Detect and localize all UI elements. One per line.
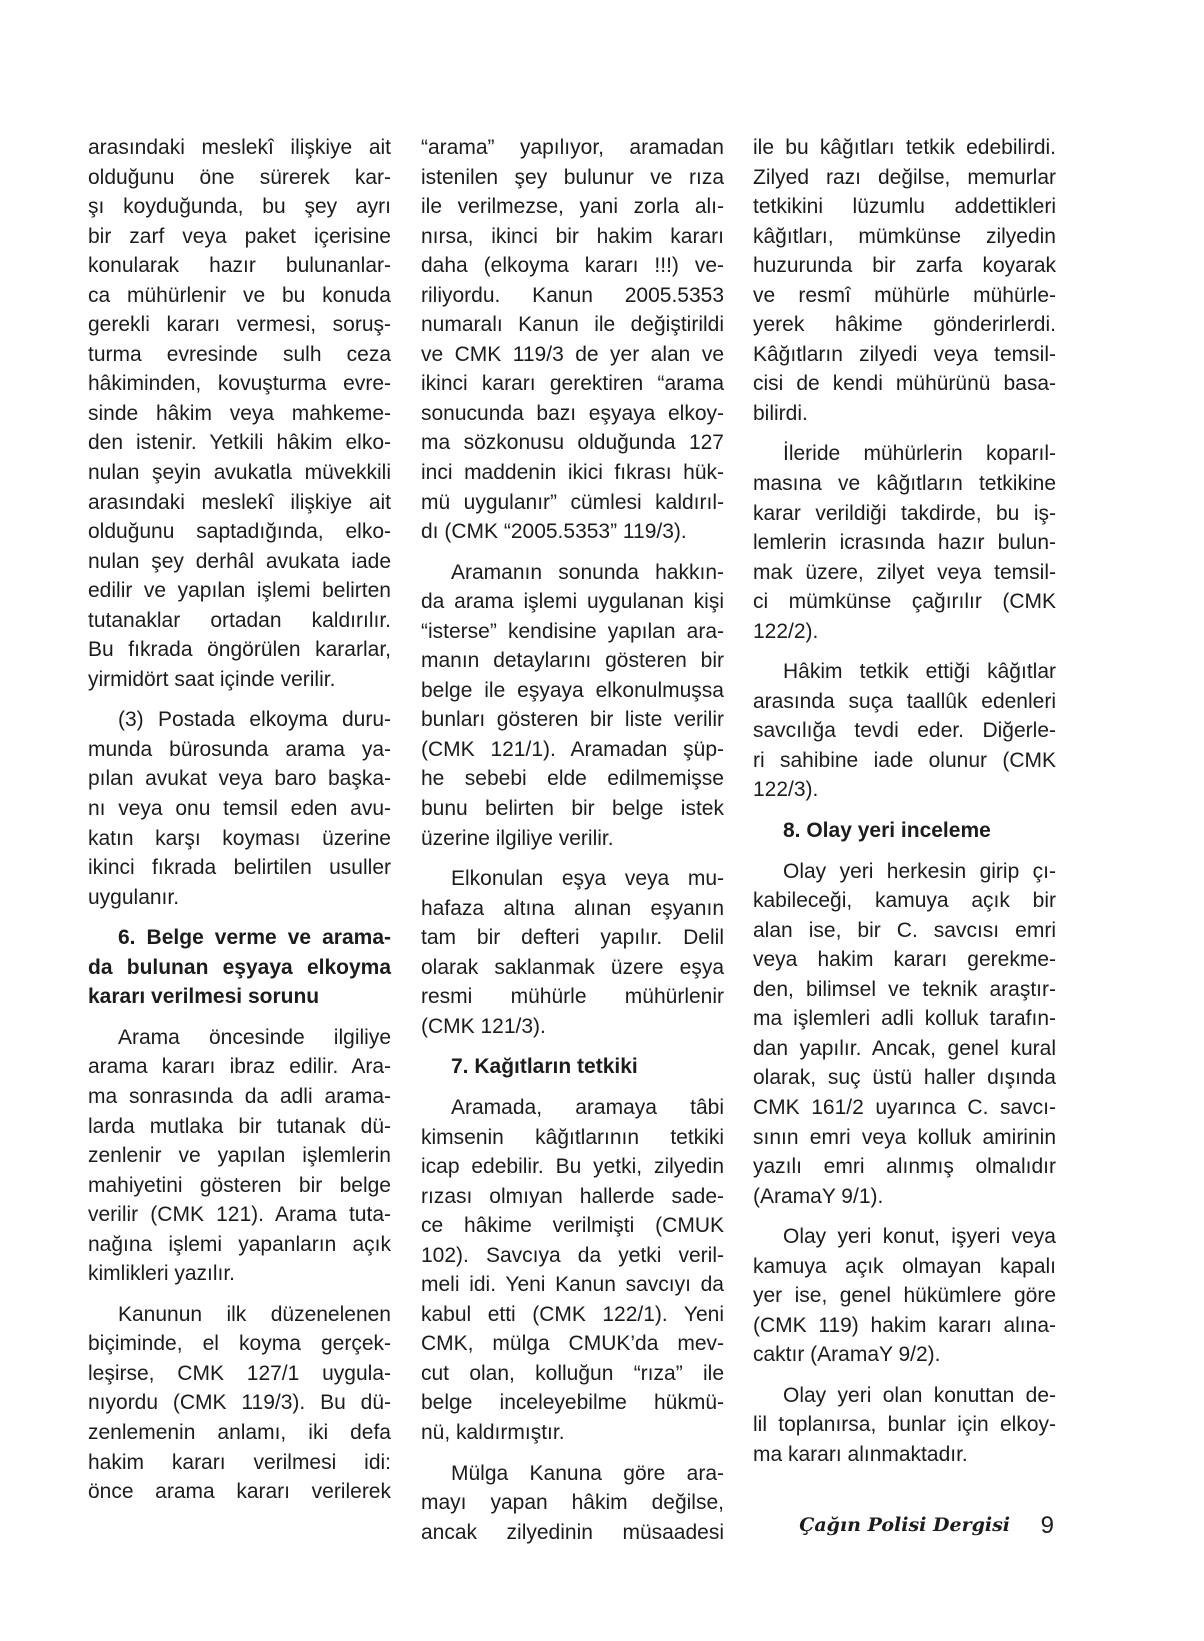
text-line: “isterse” kendisine yapılan ara-	[421, 619, 724, 643]
text-line: “arama” yapılıyor, aramadan	[421, 136, 724, 159]
text-line: biçiminde, el koyma gerçek-	[88, 1332, 391, 1356]
page-footer	[799, 1512, 1060, 1544]
text-line: 102). Savcıya da yetki veril-	[421, 1243, 724, 1267]
text-line: kamuya açık olmayan kapalı	[753, 1254, 1056, 1278]
text-line: icap edebilir. Bu yetki, zilyedin	[421, 1155, 724, 1179]
text-line: zenlenir ve yapılan işlemlerin	[88, 1144, 391, 1168]
text-line: ma işlemleri adli kolluk tarafın-	[753, 1007, 1056, 1031]
paragraph	[753, 133, 1056, 428]
text-line: veya hakim kararı gerekme-	[753, 948, 1056, 972]
text-line: 7. Kağıtların tetkiki	[451, 1055, 638, 1079]
text-line: ce hâkime verilmişti (CMUK	[421, 1214, 724, 1238]
paragraph	[753, 1222, 1056, 1370]
text-line: Kâğıtların zilyedi veya temsil-	[753, 342, 1056, 366]
text-line: arasındaki meslekî ilişkiye ait	[88, 490, 391, 514]
text-line: munda bürosunda arama ya-	[88, 737, 391, 761]
text-line: (CMK 119) hakim kararı alına-	[753, 1313, 1056, 1337]
text-line: İleride mühürlerin koparıl-	[783, 442, 1056, 466]
text-line: nırsa, ikinci bir hakim kararı	[421, 224, 724, 248]
text-line: verilir (CMK 121). Arama tuta-	[88, 1203, 391, 1227]
text-line: 8. Olay yeri inceleme	[783, 819, 991, 843]
text-line: den istenir. Yetkili hâkim elko-	[88, 431, 391, 455]
text-line: masına ve kâğıtların tetkikine	[753, 472, 1056, 496]
text-line: CMK 161/2 uyarınca C. savcı-	[753, 1095, 1056, 1119]
text-line: belge inceleyebilme hükmü-	[421, 1391, 724, 1415]
text-line: Elkonulan eşya veya mu-	[451, 867, 724, 891]
text-line: alan ise, bir C. savcısı emri	[753, 918, 1056, 942]
text-line: ma kararı alınmaktadır.	[753, 1442, 968, 1466]
text-line: uygulanır.	[88, 885, 180, 909]
text-line: (AramaY 9/1).	[753, 1184, 884, 1208]
text-line: ikinci kararı gerektiren “arama	[421, 372, 724, 396]
text-line: Kanunun ilk düzenelenen	[118, 1302, 391, 1326]
text-line: 122/2).	[753, 619, 819, 643]
text-line: tutanaklar ortadan kaldırılır.	[88, 608, 391, 632]
text-line: hâkiminden, kovuşturma evre-	[88, 372, 391, 396]
text-line: Aramanın sonunda hakkın-	[451, 560, 724, 584]
text-line: nulan şey derhâl avukata iade	[88, 549, 391, 573]
text-line: zenlemenin anlamı, iki defa	[88, 1420, 391, 1444]
text-line: tam bir defteri yapılır. Delil	[421, 926, 724, 950]
paragraph	[88, 705, 391, 912]
text-line: nü, kaldırmıştır.	[421, 1420, 565, 1444]
text-line: nağına işlemi yapanların açık	[88, 1232, 391, 1256]
text-line: bunları gösteren bir liste verilir	[421, 708, 724, 732]
text-line: hakim kararı verilmesi idi:	[88, 1450, 391, 1474]
text-line: 6. Belge verme ve arama-	[118, 926, 391, 950]
text-line: (3) Postada elkoyma duru-	[118, 708, 391, 732]
text-line: savcılığa tevdi eder. Diğerle-	[753, 719, 1056, 743]
text-line: üzerine ilgiliye verilir.	[421, 826, 614, 850]
text-line: numaralı Kanun ile değiştirildi	[421, 313, 724, 337]
text-line: manın detaylarını gösteren bir	[421, 649, 724, 673]
text-line: ile bu kâğıtları tetkik edebilirdi.	[753, 136, 1056, 159]
text-line: bilirdi.	[753, 401, 808, 425]
text-line: Olay yeri konut, işyeri veya	[783, 1225, 1056, 1249]
text-line: dan yapılır. Ancak, genel kural	[753, 1036, 1056, 1060]
text-line: olduğunu saptadığında, elko-	[88, 520, 391, 544]
text-line: kimsenin kâğıtlarının tetkiki	[421, 1125, 724, 1149]
text-line: arasındaki meslekî ilişkiye ait	[88, 136, 391, 159]
text-line: yazılı emri alınmış olmalıdır	[753, 1155, 1056, 1179]
text-line: katın karşı koyması üzerine	[88, 826, 391, 850]
text-line: bunu belirten bir belge istek	[421, 797, 724, 821]
paragraph	[753, 657, 1056, 805]
text-line: meli idi. Yeni Kanun savcıyı da	[421, 1273, 724, 1297]
text-line: mak üzere, zilyet veya temsil-	[753, 560, 1056, 584]
paragraph	[753, 1381, 1056, 1470]
section-heading	[421, 1052, 724, 1082]
text-line: Mülga Kanuna göre ara-	[451, 1461, 724, 1485]
text-line: he sebebi elde edilmemişse	[421, 767, 724, 791]
text-line: karar verildiği takdirde, bu iş-	[753, 501, 1056, 525]
text-line: daha (elkoyma kararı !!!) ve-	[421, 254, 724, 278]
text-line: sinde hâkim veya mahkeme-	[88, 401, 391, 425]
text-line: tetkikini lüzumlu addettikleri	[753, 195, 1056, 219]
text-line: den, bilimsel ve teknik araştır-	[753, 977, 1056, 1001]
journal-title: Çağın Polisi Dergisi	[799, 1514, 1010, 1536]
text-line: da bulunan eşyaya elkoyma	[88, 955, 391, 979]
text-line: resmi mühürle mühürlenir	[421, 985, 724, 1009]
text-line: ile verilmezse, yani zorla alı-	[421, 195, 724, 219]
text-line: edilir ve yapılan işlemi belirten	[88, 579, 391, 603]
text-column-1	[88, 133, 391, 1507]
text-line: nı veya onu temsil eden avu-	[88, 797, 391, 821]
text-line: leşirse, CMK 127/1 uygula-	[88, 1361, 391, 1385]
page-number: 9	[1040, 1512, 1054, 1539]
text-line: ma sözkonusu olduğunda 127	[421, 431, 724, 455]
text-line: kabul etti (CMK 122/1). Yeni	[421, 1302, 724, 1326]
paragraph	[421, 1093, 724, 1448]
text-line: Olay yeri herkesin girip çı-	[783, 859, 1056, 883]
text-line: olduğunu öne sürerek kar-	[88, 165, 391, 189]
text-line: dı (CMK “2005.5353” 119/3).	[421, 520, 687, 544]
text-column-3	[753, 133, 1056, 1470]
text-line: Olay yeri olan konuttan de-	[783, 1383, 1056, 1407]
paragraph	[88, 133, 391, 694]
text-line: konularak hazır bulunanlar-	[88, 254, 391, 278]
text-line: yirmidört saat içinde verilir.	[88, 667, 336, 691]
text-line: ri sahibine iade olunur (CMK	[753, 748, 1056, 772]
text-line: larda mutlaka bir tutanak dü-	[88, 1114, 391, 1138]
text-line: ma sonrasında da adli arama-	[88, 1084, 391, 1108]
text-line: Bu fıkrada öngörülen kararlar,	[88, 638, 391, 662]
text-line: yerek hâkime gönderirlerdi.	[753, 313, 1056, 337]
text-line: nulan şeyin avukatla müvekkili	[88, 461, 391, 485]
paragraph	[753, 857, 1056, 1212]
text-line: kimlikleri yazılır.	[88, 1262, 236, 1286]
paragraph	[421, 133, 724, 547]
text-line: mahiyetini gösteren bir belge	[88, 1173, 391, 1197]
text-line: Zilyed razı değilse, memurlar	[753, 165, 1056, 189]
text-line: riliyordu. Kanun 2005.5353	[421, 283, 724, 307]
text-line: kabileceği, kamuya açık bir	[753, 889, 1056, 913]
paragraph	[421, 558, 724, 853]
text-line: sının emri veya kolluk amirinin	[753, 1125, 1056, 1149]
text-line: gerekli kararı vermesi, soruş-	[88, 313, 391, 337]
text-line: da arama işlemi uygulanan kişi	[421, 590, 724, 614]
text-line: (CMK 121/1). Aramadan şüp-	[421, 737, 724, 761]
text-line: nıyordu (CMK 119/3). Bu dü-	[88, 1391, 391, 1415]
text-line: (CMK 121/3).	[421, 1014, 546, 1038]
paragraph	[421, 1459, 724, 1548]
text-line: ca mühürlenir ve bu konuda	[88, 283, 391, 307]
text-line: huzurunda bir zarfa koyarak	[753, 254, 1056, 278]
text-line: önce arama kararı verilerek	[88, 1480, 391, 1504]
text-line: kararı verilmesi sorunu	[88, 985, 320, 1009]
text-line: ancak zilyedinin müsaadesi	[421, 1520, 724, 1544]
text-line: inci maddenin ikici fıkrası hük-	[421, 461, 724, 485]
text-line: bir zarf veya paket içerisine	[88, 224, 391, 248]
text-line: ci mümkünse çağırılır (CMK	[753, 590, 1056, 614]
text-line: hafaza altına alınan eşyanın	[421, 896, 724, 920]
text-line: kâğıtları, mümkünse zilyedin	[753, 224, 1056, 248]
text-line: mayı yapan hâkim değilse,	[421, 1491, 724, 1515]
paragraph	[421, 864, 724, 1041]
text-line: cut olan, kolluğun “rıza” ile	[421, 1361, 724, 1385]
text-line: ve resmî mühürle mühürle-	[753, 283, 1056, 307]
paragraph	[88, 1300, 391, 1507]
section-heading	[753, 816, 1056, 846]
text-column-2	[421, 133, 724, 1547]
text-line: rızası olmıyan hallerde sade-	[421, 1184, 724, 1208]
text-line: yer ise, genel hükümlere göre	[753, 1284, 1056, 1308]
text-line: Hâkim tetkik ettiği kâğıtlar	[783, 660, 1056, 684]
text-line: Aramada, aramaya tâbi	[451, 1095, 724, 1119]
text-line: arama kararı ibraz edilir. Ara-	[88, 1055, 391, 1079]
text-line: caktır (AramaY 9/2).	[753, 1343, 941, 1367]
text-line: 122/3).	[753, 778, 819, 802]
text-line: ikinci fıkrada belirtilen usuller	[88, 856, 391, 880]
text-line: turma evresinde sulh ceza	[88, 342, 391, 366]
text-line: ve CMK 119/3 de yer alan ve	[421, 342, 724, 366]
text-line: lemlerin icrasında hazır bulun-	[753, 531, 1056, 555]
text-line: şı koyduğunda, bu şey ayrı	[88, 195, 391, 219]
text-line: pılan avukat veya baro başka-	[88, 767, 391, 791]
text-line: lil toplanırsa, bunlar için elkoy-	[753, 1413, 1056, 1437]
text-line: Arama öncesinde ilgiliye	[118, 1025, 391, 1049]
text-line: belge ile eşyaya elkonulmuşsa	[421, 678, 724, 702]
text-line: mü uygulanır” cümlesi kaldırıl-	[421, 490, 724, 514]
paragraph	[753, 439, 1056, 646]
text-line: olarak saklanmak üzere eşya	[421, 955, 724, 979]
text-line: cisi de kendi mühürünü basa-	[753, 372, 1056, 396]
text-line: olarak, suç üstü haller dışında	[753, 1066, 1056, 1090]
text-line: arasında suça taallûk edenleri	[753, 689, 1056, 713]
paragraph	[88, 1023, 391, 1289]
section-heading	[88, 923, 391, 1012]
text-line: CMK, mülga CMUK’da mev-	[421, 1332, 724, 1356]
text-line: sonucunda bazı eşyaya elkoy-	[421, 401, 724, 425]
text-line: istenilen şey bulunur ve rıza	[421, 165, 724, 189]
